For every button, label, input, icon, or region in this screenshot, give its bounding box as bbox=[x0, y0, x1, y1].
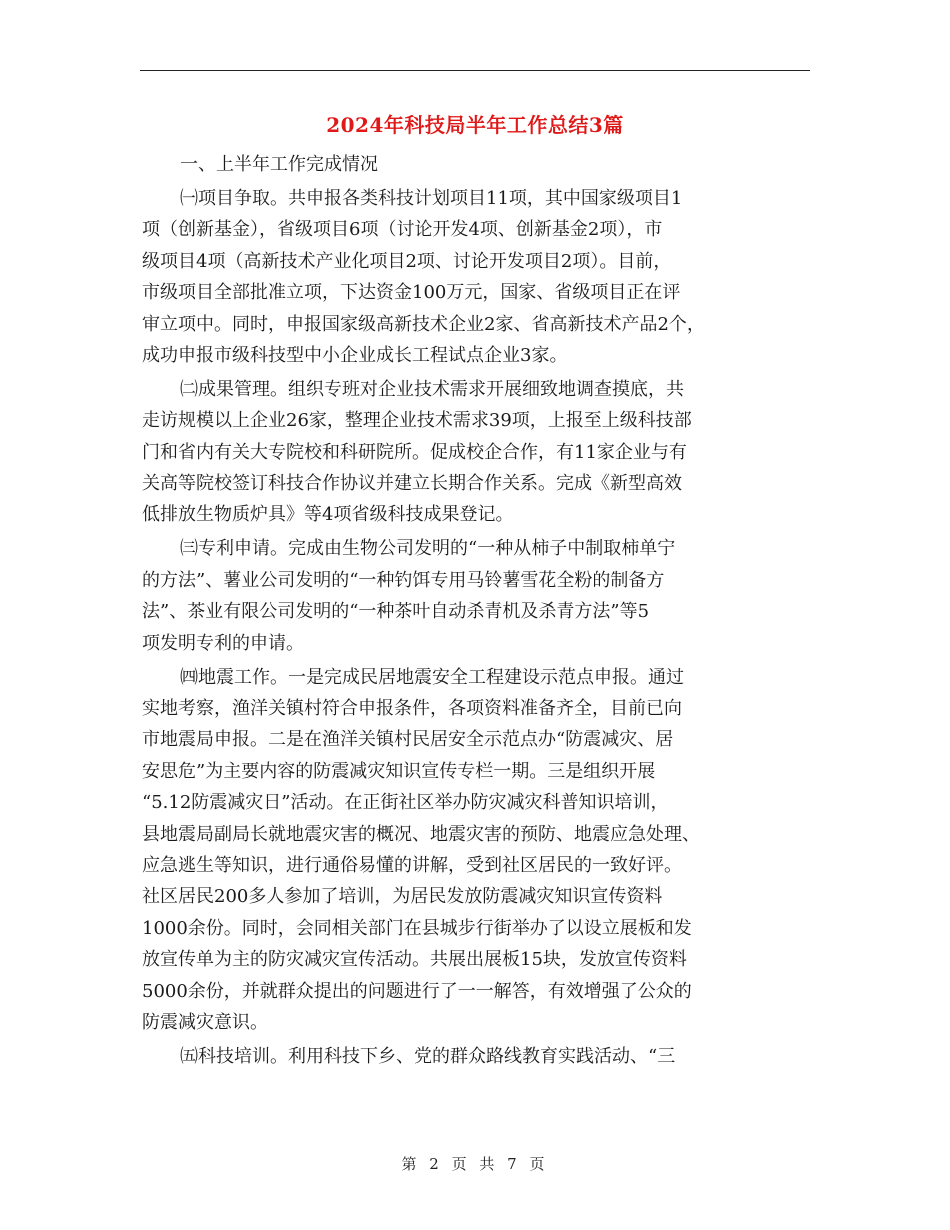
body-paragraph bbox=[142, 1041, 810, 1072]
paragraph-line: ㈣地震工作。一是完成民居地震安全工程建设示范点申报。通过 bbox=[180, 666, 684, 688]
paragraph-line: “5.12防震减灾日”活动。在正街社区举办防灾减灾科普知识培训， bbox=[142, 792, 669, 814]
paragraph-line: 级项目4项（高新技术产业化项目2项、讨论开发项目2项）。目前， bbox=[142, 250, 672, 272]
paragraph-line: 走访规模以上企业26家，整理企业技术需求39项，上报至上级科技部 bbox=[142, 410, 692, 432]
paragraph-line: 项（创新基金），省级项目6项（讨论开发4项、创新基金2项），市 bbox=[142, 219, 663, 241]
paragraph-line: 1000余份。同时，会同相关部门在县城步行街举办了以设立展板和发 bbox=[142, 917, 692, 939]
paragraph-line: 实地考察，渔洋关镇村符合申报条件，各项资料准备齐全，目前已向 bbox=[142, 697, 682, 719]
paragraph-line: ㈤科技培训。利用科技下乡、党的群众路线教育实践活动、“三 bbox=[180, 1045, 676, 1067]
document-title: 2024年科技局半年工作总结3篇 bbox=[326, 113, 624, 137]
paragraph-line: ㈠项目争取。共申报各类科技计划项目11项，其中国家级项目1 bbox=[180, 187, 683, 209]
paragraph-list bbox=[142, 183, 810, 1072]
paragraph-line: 项发明专利的申请。 bbox=[142, 632, 304, 654]
body-paragraph bbox=[142, 533, 810, 659]
paragraph-line: 应急逃生等知识，进行通俗易懂的讲解，受到社区居民的一致好评。 bbox=[142, 854, 682, 876]
paragraph-line: 5000余份，并就群众提出的问题进行了一一解答，有效增强了公众的 bbox=[142, 980, 692, 1002]
paragraph-line: 低排放生物质炉具》等4项省级科技成果登记。 bbox=[142, 504, 514, 526]
paragraph-line: 市地震局申报。二是在渔洋关镇村民居安全示范点办“防震减灾、居 bbox=[142, 729, 674, 751]
paragraph-line: 的方法”、薯业公司发明的“一种钓饵专用马铃薯雪花全粉的制备方 bbox=[142, 569, 665, 591]
paragraph-line: ㈡成果管理。组织专班对企业技术需求开展细致地调查摸底，共 bbox=[180, 378, 684, 400]
page-footer: 第 2 页 共 7 页 bbox=[401, 1155, 549, 1173]
body-paragraph bbox=[142, 183, 810, 371]
paragraph-line: 社区居民200多人参加了培训，为居民发放防震减灾知识宣传资料 bbox=[142, 886, 663, 908]
paragraph-line: 关高等院校签订科技合作协议并建立长期合作关系。完成《新型高效 bbox=[142, 473, 682, 495]
paragraph-line: ㈢专利申请。完成由生物公司发明的“一种从柿子中制取柿单宁 bbox=[180, 538, 676, 560]
paragraph-line: 审立项中。同时，申报国家级高新技术企业2家、省高新技术产品2个， bbox=[142, 313, 705, 335]
paragraph-line: 放宣传单为主的防灾减灾宣传活动。共展出展板15块，发放宣传资料 bbox=[142, 949, 687, 971]
paragraph-line: 防震减灾意识。 bbox=[142, 1011, 268, 1033]
header-rule bbox=[140, 70, 810, 71]
document-body bbox=[142, 149, 810, 1075]
section-heading: 一、上半年工作完成情况 bbox=[180, 154, 378, 175]
paragraph-line: 成功申报市级科技型中小企业成长工程试点企业3家。 bbox=[142, 344, 568, 366]
paragraph-line: 县地震局副局长就地震灾害的概况、地震灾害的预防、地震应急处理、 bbox=[142, 823, 700, 845]
paragraph-line: 安思危”为主要内容的防震减灾知识宣传专栏一期。三是组织开展 bbox=[142, 760, 656, 782]
paragraph-line: 市级项目全部批准立项，下达资金100万元，国家、省级项目正在评 bbox=[142, 282, 681, 304]
body-paragraph bbox=[142, 662, 810, 1039]
body-paragraph bbox=[142, 374, 810, 531]
paragraph-line: 法”、茶业有限公司发明的“一种茶叶自动杀青机及杀青方法”等5 bbox=[142, 601, 650, 623]
paragraph-line: 门和省内有关大专院校和科研院所。促成校企合作，有11家企业与有 bbox=[142, 441, 687, 463]
